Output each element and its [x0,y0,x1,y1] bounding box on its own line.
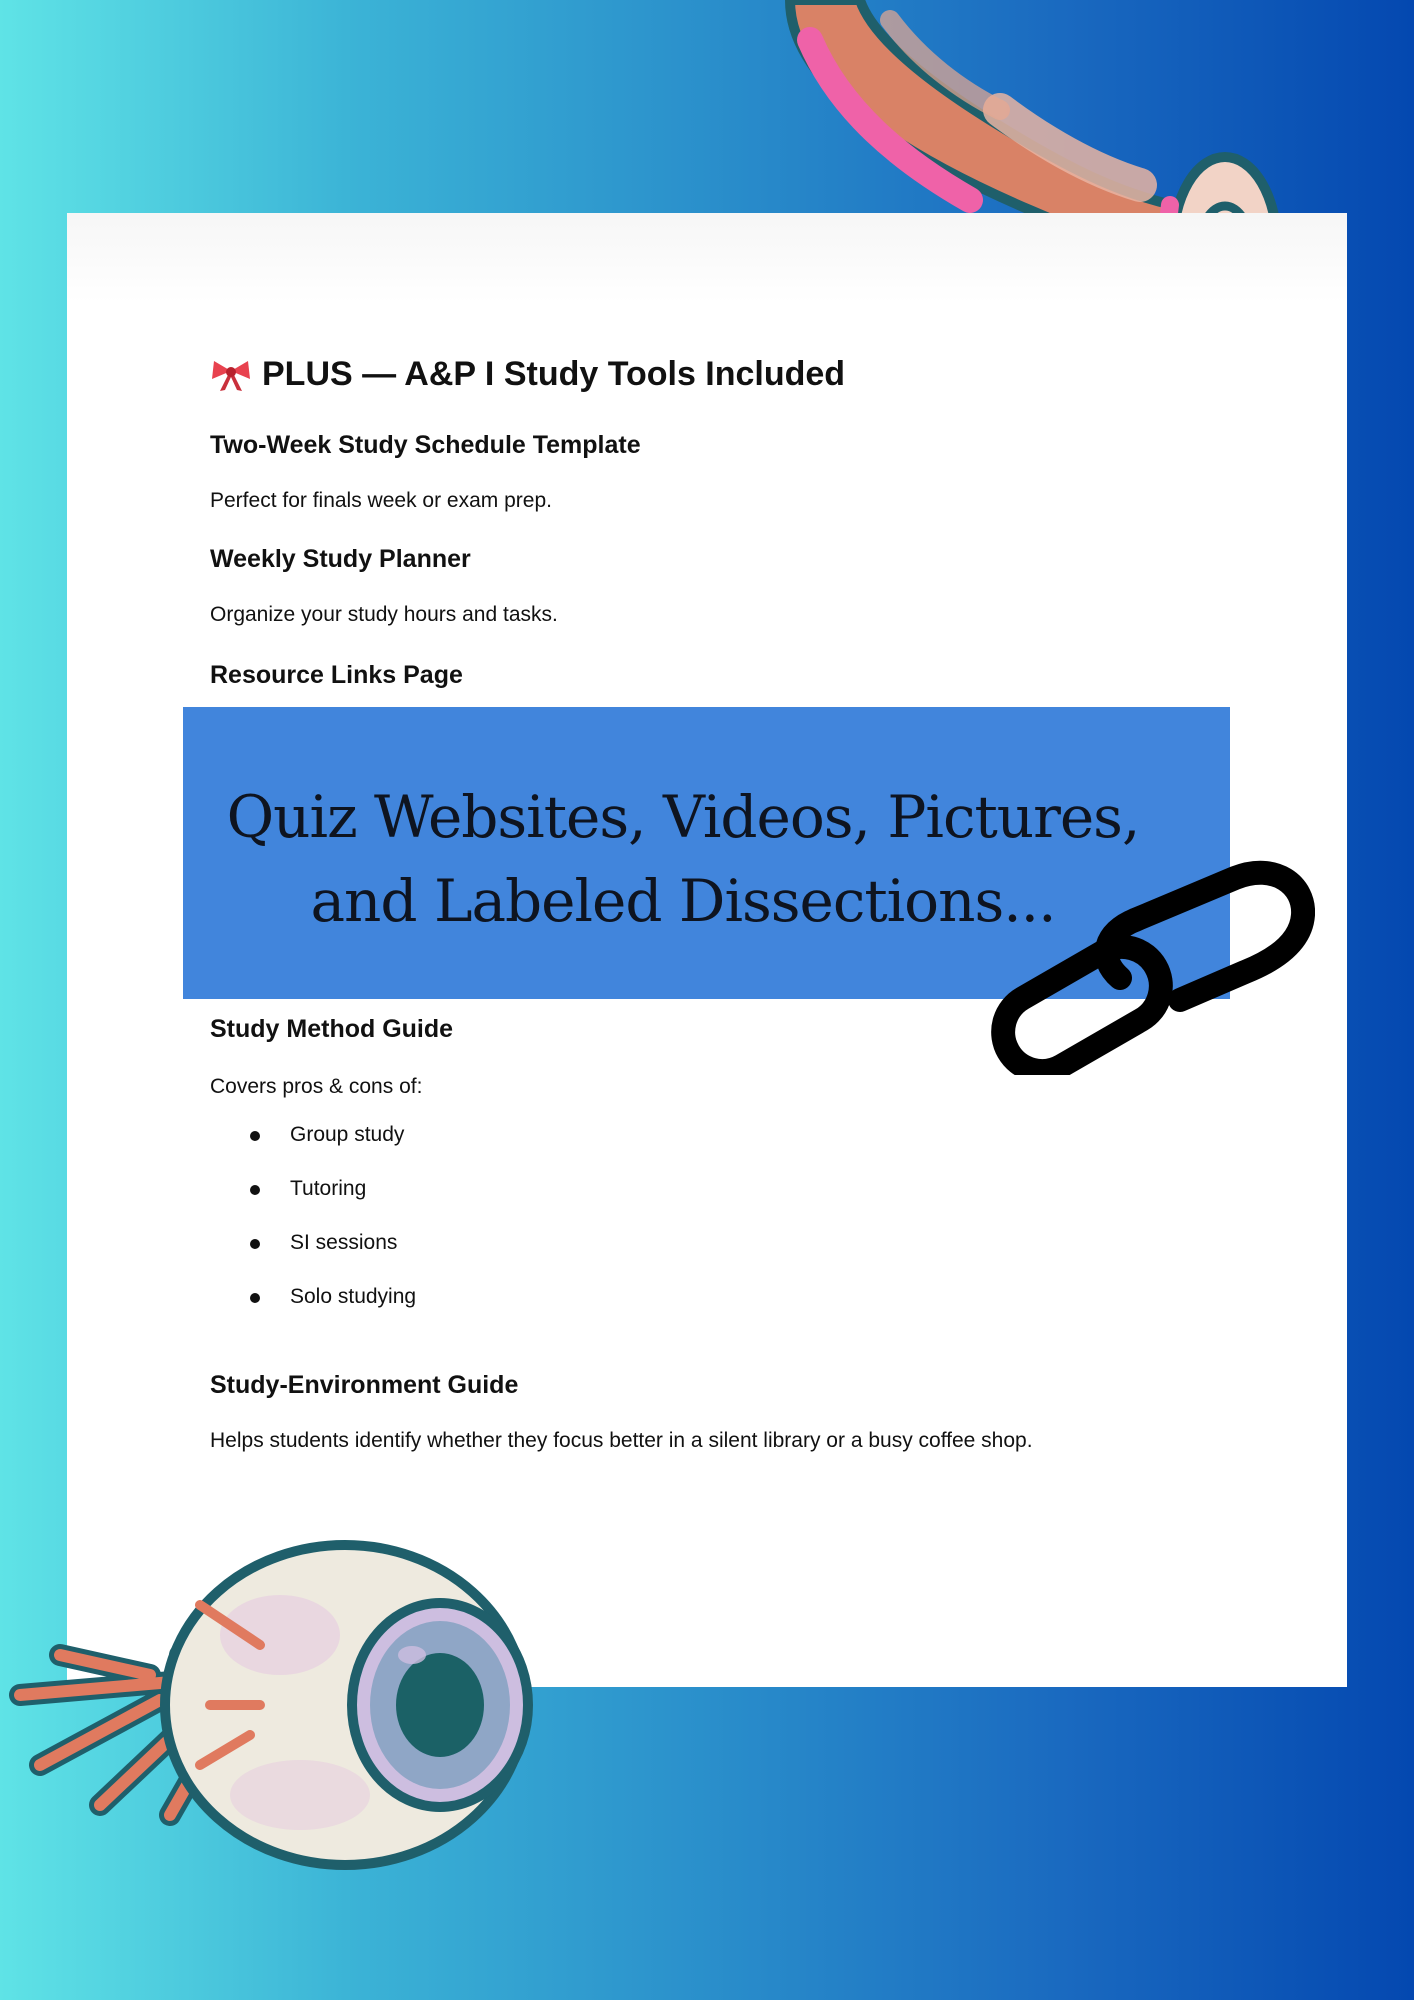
bullet-icon [250,1131,260,1141]
list-item: Group study [250,1123,416,1177]
list-item: SI sessions [250,1231,416,1285]
text-study-method-intro: Covers pros & cons of: [210,1075,423,1098]
heading-two-week-schedule: Two-Week Study Schedule Template [210,431,641,459]
text-two-week-schedule: Perfect for finals week or exam prep. [210,489,552,512]
chain-link-icon [985,860,1315,1075]
text-study-environment: Helps students identify whether they focus better in a silent library or a busy coffee shop. [210,1429,1033,1452]
bullet-icon [250,1239,260,1249]
bullet-icon [250,1293,260,1303]
text-weekly-planner: Organize your study hours and tasks. [210,603,558,626]
eyeball-illustration [0,1505,560,1875]
page-title-text: PLUS — A&P I Study Tools Included [262,355,846,393]
heading-resource-links: Resource Links Page [210,661,463,689]
heading-weekly-planner: Weekly Study Planner [210,545,471,573]
banner-line-1: Quiz Websites, Videos, Pictures, [226,783,1140,851]
list-item: Tutoring [250,1177,416,1231]
page-title [210,355,845,394]
list-item: Solo studying [250,1285,416,1339]
heading-study-method: Study Method Guide [210,1015,454,1043]
study-method-list [250,1123,416,1339]
bullet-icon [250,1185,260,1195]
bow-ribbon-icon [210,357,252,393]
page-top-fade [67,213,1347,303]
banner-line-2: and Labeled Dissections... [310,867,1056,935]
heading-study-environment: Study-Environment Guide [210,1371,519,1399]
